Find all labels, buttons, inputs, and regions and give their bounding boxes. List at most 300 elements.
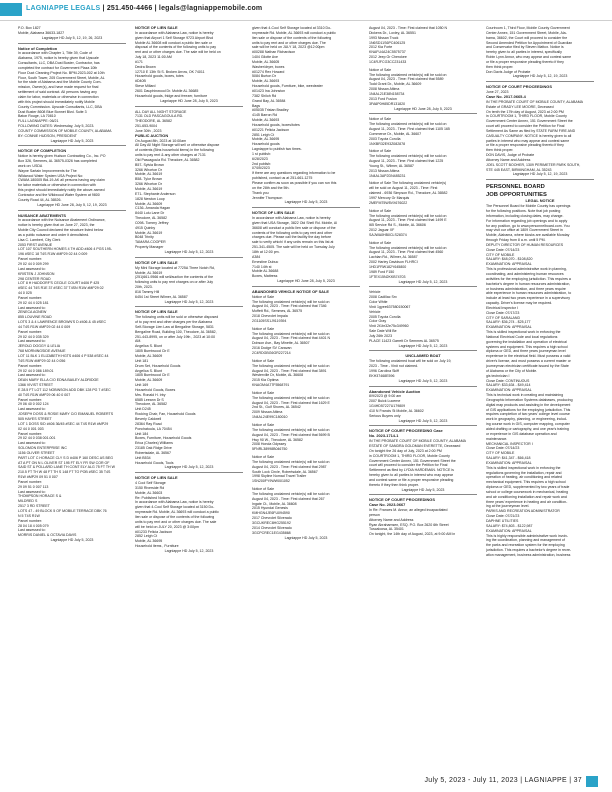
notice-line: ESTATE OF SANDRA GOLDMAN EVERETTE, Deceased: [369, 443, 461, 448]
notice-line: EKH37468E596: [369, 373, 395, 378]
notice-line: If there are any questions regarding information to be: [252, 171, 336, 176]
notice-line: The following unclaimed vehicle(s) will be sold on: [252, 427, 330, 432]
notice-heading: NOTICE OF LIEN SALE: [135, 310, 178, 315]
footer-divider: |: [569, 777, 574, 784]
notice-line: 8/9/2023 @ 9:00 am: [369, 394, 402, 399]
notice-line: THEODORE, AL 36582: [135, 119, 172, 124]
notice-line: Erica (Charles) Williams: [135, 441, 173, 446]
notice-heading: NOTICE OF LIEN SALE: [135, 476, 178, 481]
notice-line: maintenance.: [486, 436, 508, 441]
legal-notices-columns: [18, 26, 606, 766]
notice-line: August 04, 2023 - Time: First claimed that 4401 N: [252, 336, 331, 341]
notice-line: court will proceed to consider the Petition for Final: [369, 463, 448, 468]
notice-line: Unit B534: [135, 455, 151, 460]
notice-line: Parcel number:: [18, 257, 43, 262]
notice-line: Vehicle: [369, 309, 381, 314]
notice-line: 2012 Kia Forte: [369, 45, 393, 50]
notice-line: E 28.5 FT LOT 112 NOBINSON ADD DBK 128 PG 7 #SEC: [18, 387, 111, 392]
notice-line: Household goods: [252, 142, 280, 147]
notice-line: Close Date: 07/14/23: [486, 247, 520, 252]
notice-line: in COURTROOM 1, THIRD FLOOR, Mobile County: [486, 114, 567, 119]
notice-line: July 18, 2023 11:00 AM: [135, 55, 172, 60]
notice-line: 1N4AL21E38N158734: [369, 91, 405, 96]
notice-line: Notice of Sale: [369, 208, 392, 213]
notice-line: 3GCPCREC1EG435868: [252, 530, 291, 535]
notice-heading: NOTICE OF LIEN SALE: [135, 260, 178, 265]
notice-line: Jennifer Thompson: [252, 195, 283, 200]
notice-line: Attorney Name and Address: [369, 517, 414, 522]
notice-line: given that 4-Cool Self Storage located at 3150 Do-: [135, 505, 215, 510]
notice-line: Last assessed to:: [18, 373, 46, 378]
notice-line: Old Pascagoula Rd. Theodore, AL 36582: [135, 157, 200, 162]
notice-line: 2851 Leigh Ct: [252, 132, 275, 137]
notice-line: Mobile, Alabama 36633-1827: [18, 30, 65, 35]
notice-line: Dust Buster 8608 Blue Bonnet Blvd. Suite 3: [18, 109, 87, 114]
notice-separator: [135, 472, 243, 475]
notice-line: 2007 Buick Lucerne: [369, 399, 401, 404]
notice-line: Lagniappe to publish two times.: [252, 147, 302, 152]
notice-line: Beverly Caldwell: [135, 416, 162, 421]
notice-line: 2009 Nissan Altima: [252, 410, 283, 415]
notice-line: 2012 Jaguar XF: [369, 228, 395, 233]
notice-line: through Friday from 8 a.m. until 5 PM.: [486, 238, 546, 243]
notice-line: LOTS 47 - 49 BLOCK 5 OF MOBILE TERRACE DBK 76: [18, 509, 107, 513]
notice-line: Tuscaloosa, AL 35401: [369, 527, 404, 532]
notice-line: Mobile AL 36688: [252, 269, 279, 274]
notice-line: 1NXBR32E93Z082878: [369, 141, 406, 146]
notice-line: 29 02 44 0 086 189.01: [18, 368, 54, 373]
notice-line: 4915 Quinby: [135, 225, 156, 230]
notice-line: DEPUTY DIRECTOR OF HUMAN RESOURCES: [486, 242, 564, 247]
notice-line: 2C4RDGBG6GR227214: [252, 351, 291, 355]
notice-line: Color White: [369, 300, 388, 305]
notice-line: 410 N Francis St Mobile, AL 36602: [369, 408, 424, 413]
notice-line: 2015 Hyundai Genesis: [252, 506, 288, 511]
notice-line: PLACE 11423 Garrett Dr Semmes AL 36575: [369, 338, 439, 343]
notice-line: #01221 Felicia Jackson: [252, 127, 290, 132]
notice-line: Estate of GRADY LEE MOORE, Deceased: [486, 104, 554, 109]
notice-line: Lagniappe HD July 5, 12, 2023: [164, 299, 214, 304]
notice-line: person: [369, 512, 380, 517]
notice-line: of to pay rent and other charges per the Alabama: [135, 320, 213, 325]
notice-line: 251-443-8995, on or after July 19th , 2023 at 10:00: [135, 334, 216, 339]
notice-line: Vin# 1gyee637580150067: [369, 304, 411, 309]
notice-line: LOT 8 H HADDORF'S CECILE COURT #406 P 425: [18, 281, 100, 286]
notice-line: CWAM-180005 Bid-19-AK all persons having any claim: [18, 178, 105, 183]
notice-line: On August 8th, 2023 at 10:00am: [135, 138, 187, 143]
notice-line: bachelor's degree in human resources administration,: [486, 281, 571, 286]
notice-line: PART LOT C HORACE CLY S D #406 P 160 DESC AS BEG: [18, 455, 113, 460]
notice-line: Mobile, AL 36609: [135, 201, 163, 206]
notice-line: In accordance with the Nuisance Abatement Ordinance,: [18, 218, 106, 223]
notice-line: jurisdiction. This requires a bachelor's degree in recre-: [486, 548, 572, 553]
notice-line: The following unclaimed boat will be sold on July 19,: [369, 359, 452, 364]
notice-line: KNAGM4A77F5568791: [252, 383, 290, 388]
notice-line: Wayne Sartain Improvements for The: [18, 168, 77, 173]
notice-line: 1366 VIVIST STREET: [18, 383, 54, 388]
notice-line: Floor, South Tower, 205 Government Street, Mobile, AL: [18, 75, 105, 80]
header-divider: |: [154, 5, 159, 12]
header-email: legals@lagniappemobile.com: [158, 5, 263, 12]
notice-line: Dedra Brown: [135, 64, 156, 69]
notice-line: National Electrical Code and local regulations: [486, 334, 558, 339]
notice-line: SALARY: $74,803 - $122,987: [486, 523, 533, 528]
notice-line: 505 HAYES STREET: [18, 416, 52, 421]
notice-line: 2008 Nissan Altima: [369, 87, 400, 92]
notice-line: and Conservator filed by Steven Mattox. Notice is: [486, 45, 564, 50]
notice-line: MECHANICAL INSPECTOR I: [486, 441, 533, 446]
notice-line: Color Gray: [369, 319, 387, 324]
notice-line: Unit 181: [135, 358, 149, 363]
notice-line: Last assessed to:: [18, 489, 46, 494]
column-4: [369, 26, 477, 766]
notice-line: this project should immediately notify the above-named: [18, 188, 105, 193]
notice-line: Mobile, AL 36619: [135, 187, 163, 191]
notice-line: diploma or GED, supplemented by two years of trade: [486, 485, 570, 490]
notice-line: SAJWA0HB0CLS28374: [369, 232, 407, 237]
notice-line: given that Airport 1 Self Storage 9723 Airport Blvd: [135, 35, 214, 40]
notice-line: given that 4-Cool Self Storage located at 3310 Do-: [252, 26, 332, 30]
notice-line: Mobile, AL 36619: [135, 230, 163, 235]
notice-line: thereto if they then think proper.: [369, 482, 419, 487]
notice-line: June 27, 2023: [486, 90, 509, 95]
notice-line: 07/05/2023: [252, 166, 270, 171]
notice-line: Last assessed to:: [18, 528, 46, 533]
notice-line: Please confirm as soon as possible if you can run this: [252, 181, 337, 185]
notice-separator: [18, 43, 126, 46]
notice-line: July 26th 2023: [369, 333, 393, 338]
notice-line: Mobile, AL 36693: [252, 79, 280, 84]
notice-line: Notice of Sale: [369, 149, 392, 154]
notice-line: #05035 Tristan Bradley: [252, 108, 289, 113]
notice-heading: No. 2023-1714-1: [369, 434, 399, 439]
notice-line: Hwy 90 W., Theodore, AL 36582: [252, 437, 303, 442]
notice-line: or file a proper responsive pleading thereto if they: [486, 143, 564, 148]
notice-line: Ryan Abrahamsen, ESQ. P.O. Box 2620 6th Street: [369, 522, 449, 527]
notice-heading: ABANDONED VEHICLE NOTICE OF SALE: [252, 289, 329, 294]
notice-line: Household items , Furniture: [135, 544, 179, 549]
notice-line: systems and equipment. This requires a high school: [486, 344, 568, 349]
notice-line: mission, Owner(s), and have made request for final: [18, 85, 99, 90]
notice-line: Bengaline Road, Building 100, Theodore, AL 36582,: [135, 329, 217, 334]
notice-line: FOLLOWING DATES: Wednesday, July 5, 2023.: [18, 124, 95, 129]
notice-line: EXAMINATION: APPRAISAL: [486, 388, 532, 393]
notice-line: 816 Tammy Hill: [135, 289, 160, 294]
footer-text: [424, 777, 582, 784]
notice-separator: [18, 145, 126, 148]
notice-line: Ingate Ct., Mobile, AL 36608: [252, 501, 297, 506]
notice-line: Angelica S. Blunt: [135, 344, 163, 349]
notice-line: Mobile, AL 36695: [252, 137, 280, 142]
notice-line: 2014 Chevrolet Silverado: [252, 525, 292, 530]
notice-line: Boxes, Furniture, Household Goods: [135, 436, 192, 441]
notice-separator: [252, 207, 360, 210]
notice-line: 7140 14th st: [252, 264, 272, 269]
notice-line: experience in the electrical field. Must possess a valid: [486, 354, 571, 359]
notice-line: The following units will be sold or otherwise disposed: [135, 315, 219, 320]
notice-line: C136- Amanda Hagan: [135, 206, 171, 211]
notice-line: Robertsdale, AL 36567: [135, 450, 171, 455]
notice-line: The following unclaimed vehicle(s) will be sold on: [252, 363, 330, 368]
notice-line: MORRIS DANIEL & OCTAVIA DAVIS: [18, 533, 77, 538]
notice-line: ing the coordination, planning and management of: [486, 538, 565, 543]
notice-line: R1W #MP29 09 51 0 007: [18, 475, 58, 480]
notice-line: TAMARA COOPER: [135, 240, 166, 245]
notice-line: Mobile, AL 36609: [135, 354, 163, 358]
footer-accent-box: [586, 776, 598, 787]
notice-line: In Re: Frances M. Annor, an alleged incapacitated: [369, 508, 448, 513]
notice-line: Parcel number:: [18, 295, 43, 300]
notice-line: lien sale or dispose of the contents of the following: [252, 35, 332, 40]
notice-line: Westerville Dr, Mobile, AL 36608: [252, 373, 304, 378]
notice-line: 7382 Shiloh Rd: [252, 93, 277, 98]
notice-line: 1HD1FRW182Y645800: [369, 264, 407, 269]
notice-line: 2023 - Time - Vin# not claimed.: [369, 364, 419, 369]
notice-line: 29 02 44 0 038 001.001: [18, 436, 56, 441]
notice-line: Mobile, Alabama, where kiosks are available Monday: [486, 233, 570, 238]
notice-line: Todd Grant Dr., Mobile, AL 36609: [369, 82, 422, 87]
column-2: [135, 26, 243, 766]
notice-line: 4145 Barron Rd: [252, 113, 278, 118]
notice-line: JEROLD DOGGY & LELIA: [18, 344, 61, 349]
notice-line: Bags: [252, 103, 261, 108]
notice-line: 1N6SD11S6PC406125: [369, 40, 406, 45]
notice-line: information, including closing dates, may change.: [486, 213, 564, 218]
notice-line: Household goods, boxes, totes: [135, 74, 184, 79]
notice-line: Mobile, AL 36695: [135, 539, 163, 544]
notice-line: for the state of Alabama and the Mobile County Com-: [18, 80, 102, 85]
notice-separator: [369, 113, 477, 116]
notice-line: given that USA Storage, 3822 Old Shell Rd. Mobile, Al: [252, 220, 337, 225]
notice-line: Last assessed to:: [18, 407, 46, 412]
notice-line: 1N4AL3AP2DN485231: [369, 173, 406, 178]
notice-line: Last assessed to:: [18, 441, 46, 446]
notice-line: Last assessed to:: [18, 266, 46, 271]
notice-line: August 11, 2023 - Time: First claimed that 1499 E: [369, 218, 447, 223]
notice-line: Boxes, Mattress: [252, 274, 278, 279]
notice-line: for the following positions. Note that job posting: [486, 209, 561, 213]
notice-line: AM.: [135, 339, 142, 344]
notice-line: My Mini Storage located at 7725A Three Notch Rd,: [135, 265, 215, 270]
notice-line: August 04, 2023 - Time: First claimed that 267: [252, 496, 325, 501]
notice-line: EXAMINATION: APPRAISAL: [486, 528, 532, 533]
notice-line: 1998 Skyline Nomad Travel Trailer: [252, 474, 307, 479]
notice-line: Lagniappe HD July 5, 12, 2023: [164, 249, 214, 254]
notice-line: EXAMINATION: APPRAISAL: [486, 325, 532, 330]
notice-line: August 11, 2023 - Time: First claimed that 1105 165: [369, 127, 450, 132]
notice-line: able experience in human resources administration, to: [486, 291, 572, 296]
notice-line: B57- Sylvia Brown: [135, 162, 164, 167]
notice-line: 28 04 18 4 005 079: [18, 523, 49, 528]
notice-line: Parcel number:: [18, 397, 43, 402]
notice-line: 29 02 44 0 009 299: [18, 261, 49, 266]
notice-line: E71- Stephanie Anderson: [135, 191, 176, 196]
notice-line: 18th at 12:00 pm.: [252, 249, 280, 254]
notice-line: 8440 Lulu Lane Dr: [135, 211, 165, 216]
notice-line: KMHGN4JE6FU094590: [252, 511, 290, 516]
notice-line: 2nd St., Gulf Shores, AL 36542: [252, 405, 301, 410]
notice-line: regulations governing the installation, repair and: [486, 470, 562, 475]
notice-line: Close Date: 07/14/23: [486, 446, 520, 451]
notice-line: operation of heating, air conditioning and related: [486, 475, 562, 480]
notice-line: On tonight the 26 day of July, 2023 at 2:00 PM: [369, 448, 442, 453]
notice-line: LOT 107 SOUTHERN HOMES 4 TH ADD #406 4 PGS 195-: [18, 247, 112, 252]
notice-line: DAPHNE UTILITIES: [486, 519, 519, 523]
notice-line: 2852 Leigh Ct: [135, 534, 158, 539]
notice-line: 251-341-4505. The sale will be held on Tuesday July: [252, 245, 335, 250]
notice-line: B048 Trinity: [135, 235, 154, 240]
notice-line: The following unclaimed vehicle(s) will be sold on: [252, 331, 330, 336]
notice-line: Notice is hereby given Hudson Contracting Co., Inc. PO: [18, 154, 106, 159]
notice-line: following units to pay rent charges on or after July: [135, 280, 214, 285]
notice-line: Notice of Sale: [369, 117, 392, 122]
notice-line: Lagniappe HD June 28, July 5, 2023: [277, 279, 335, 284]
notice-line: SAID ST & POLLARD LANE TH CONT ELY ALG 75 FT TH W: [18, 465, 115, 470]
paper-name: LAGNIAPPE: [524, 777, 567, 784]
notice-line: 2nd publish:: [252, 161, 272, 166]
notice-line: Lagniappe HD June 28, July 5, 2023: [160, 98, 218, 103]
notice-line: Lagniappe HD July 5, 12, 19, 2023: [512, 172, 568, 177]
notice-line: 1828 Newton Loop: [135, 196, 165, 201]
notice-line: 2017 Chevrolet Silverado: [252, 516, 292, 521]
notice-line: Lachlan Rd., Wilmer, AL 36587: [369, 255, 418, 260]
notice-line: driver's license, and must possess a current master or: [486, 359, 571, 364]
notice-line: 1989 Ford F150: [369, 269, 395, 274]
notice-line: Notice of Sale: [252, 326, 275, 331]
notice-line: Government Center Annex, 151 Government Street the: [486, 119, 573, 124]
notice-line: Notice of Sale: [252, 358, 275, 363]
notice-line: DEAN MARY ELLA C/O EDNA BAILEY ALDRIDGE: [18, 378, 99, 383]
notice-line: Unit 184: [135, 431, 149, 436]
notice-line: Lagniappe HD July 5, 12, 2023: [398, 279, 448, 284]
notice-line: work on: USDA: [18, 163, 43, 168]
notice-line: Household Goods, Tools: [135, 460, 174, 465]
notice-line: Attorney Name and Address: [486, 157, 531, 162]
notice-line: In accordance with Chapter 1, Title 39, Code of: [18, 51, 92, 56]
notice-heading: Abandoned Vehicle Auction: [369, 389, 421, 394]
notice-line: August 11, 2023 - Time: First claimed that 1225: [369, 159, 444, 164]
notice-line: Box 326, Semmes, AL 36575-0326 has completed: [18, 159, 97, 164]
notice-line: journeyman electrician certificate issued by the State: [486, 364, 569, 368]
notice-line: Settlement As Same as filed by STATE FARM FIRE AND: [486, 128, 576, 133]
notice-line: ALL DAY ALL NIGHT STORAGE: [135, 109, 187, 114]
notice-line: 2008 Honda Odyssey: [252, 442, 287, 447]
notice-line: 2MEFM75W5VX676022: [369, 200, 408, 205]
notice-heading: NUISANCE ABATEMENTS: [18, 213, 66, 218]
notice-line: Notice of Sale: [252, 455, 275, 460]
notice-line: units to pay rent and or other charges due. The sale: [135, 519, 217, 524]
notice-line: 1C4RJFCG3CC231433: [369, 59, 407, 64]
notice-line: FULL LAGNIAPPE: 06/21: [18, 119, 59, 124]
notice-line: lien sale or dispose of the contents of the following: [135, 515, 215, 519]
notice-line: CITY OF MOBILE: [486, 252, 515, 257]
notice-line: Robin Lynn Annor, who may appear and contest same: [486, 55, 572, 60]
notice-line: 2005 Toyota Corolla: [369, 314, 401, 319]
notice-line: Second Amended Petition for Appointment of Guardian: [486, 40, 573, 45]
notice-line: #SEC 44 T4S R1E 37 #SEC 37 T4SN R1W #MP29 02: [18, 286, 104, 291]
notice-line: 3FA6P0H85DR131820: [369, 101, 406, 106]
notice-line: Mobile AL 36608 will conduct a public lien sale or: [135, 40, 212, 45]
notice-line: gis technician I: [486, 373, 510, 378]
notice-line: Dobson Ave., Bay Minette, AL 36507: [252, 341, 310, 346]
notice-line: 29 02 44 4 025 181: [18, 300, 49, 305]
notice-line: Re: Published Notices: [135, 495, 170, 500]
notice-line: Lagniappe HD July 5, 12, 19, 2023: [512, 74, 568, 79]
notice-separator: [369, 425, 477, 428]
notice-separator: [486, 81, 594, 84]
notice-line: 2003 Toyota Corolla: [369, 136, 401, 141]
notice-separator: [486, 179, 594, 182]
notice-line: Notice of Sale: [369, 67, 392, 72]
notice-line: The following unclaimed vehicle(s) will be sold on: [369, 245, 447, 250]
notice-line: will be held on JULY 20, 2023 @ 3:00pm: [135, 524, 200, 529]
notice-line: 3150 Riverside Rd: [135, 485, 165, 490]
notice-line: 1FTEX15N2KKB74703: [369, 274, 406, 279]
notice-line: sale will be held on JULY 18, 2023 @12:00pm: [252, 45, 325, 50]
notice-line: for any position, go to www.personnelboard.com. You: [486, 223, 570, 228]
notice-line: 44 0 025: [18, 291, 32, 296]
notice-line: Ponchatoula, LA 70454: [135, 426, 172, 431]
notice-line: The following unclaimed vehicle(s) will be sold on: [252, 299, 330, 304]
notice-line: August 11, 2023 - Time: First claimed that 4560: [369, 250, 444, 255]
notice-line: LOT 1 DOSS S/D #406 36/45 #SEC 44 T4S R1W #MP29: [18, 421, 109, 426]
notice-line: Close Date: 07/17/23: [486, 310, 520, 315]
notice-line: Thank you: [252, 190, 269, 195]
notice-line: Notice of Sale: [252, 487, 275, 492]
notice-line: The following unclaimed vehicle(s) will be sold on: [369, 213, 447, 218]
notice-line: settlement of said contract. All persons having any: [18, 90, 97, 95]
notice-line: 2015 Kia Optima: [252, 378, 279, 383]
notice-line: Center Annex, 151 Government Street, Mobile, Ala-: [486, 30, 567, 35]
notice-line: Vin# 2t1br32e75c349960: [369, 324, 409, 329]
notice-line: Floor Duct Cleaning Project No. BPM-2023-002 at 10th: [18, 70, 105, 75]
section-title: LAGNIAPPE LEGALS: [26, 5, 101, 12]
notice-heading: NOTICE OF COURT PROCEEDING Case: [369, 429, 443, 434]
notice-line: 7131 OLD PASCAGOULA RD.: [135, 114, 184, 119]
notice-line: June 30th , 2023: [135, 128, 162, 133]
notice-line: #01274 Rex Howard: [252, 69, 285, 74]
notice-line: The following unclaimed vehicle(s) will be sold on: [369, 154, 447, 159]
notice-line: Last assessed to:: [18, 305, 46, 310]
notice-line: Electrical Inspector I: [486, 305, 518, 310]
notice-line: SALARY: $48,070 - $108,820: [486, 257, 533, 262]
notice-line: Lagniappe HD July 5, 2023: [50, 538, 94, 543]
notice-line: hereby given to all parties in interest who may appear: [369, 473, 453, 478]
notice-separator: [18, 210, 126, 213]
notice-line: requires completion of two years' college level course: [486, 412, 570, 417]
notice-line: or file a proper responsive pleading thereto if they: [486, 59, 564, 64]
notice-line: On tenth the 17th day of August, 2023 at 2:00 PM: [486, 109, 564, 114]
notice-line: The following unclaimed vehicle(s) will be sold on: [369, 72, 447, 77]
notice-line: Lagniappe HD July 5, 2023: [284, 200, 328, 205]
notice-line: with this project should immediately notify Mobile: [18, 99, 95, 104]
notice-line: 1SN200FY9WW001052: [252, 479, 290, 484]
notice-line: Young St., Wilmer, AL 36587: [369, 163, 414, 168]
notice-line: 855 LOUVINE ROAD: [18, 315, 52, 320]
notice-line: This is technical work in creating and maintaining: [486, 393, 564, 398]
notice-heading: NOTICE OF LIEN SALE: [135, 26, 178, 30]
notice-line: August 04, 2023 - Time: First claimed that 3891: [252, 368, 327, 373]
notice-line: 28364 Ray Road: [135, 421, 162, 426]
notice-line: LOT 11 BLK 1 ELIZABETH HGTS #406 4 P 538 #SEC 44: [18, 354, 109, 358]
header-phone: 251.450-4466: [106, 5, 153, 12]
notice-heading: PERSONNEL BOARD: [486, 184, 545, 191]
notice-line: Geographic Information Systems databases, producing: [486, 397, 573, 402]
notice-line: Commerce Dr., Mobile, AL 36607: [369, 131, 422, 136]
notice-line: #01233 Felicia Jackson: [135, 529, 173, 534]
header-accent-bar: [0, 3, 22, 16]
header-text: [26, 5, 262, 12]
